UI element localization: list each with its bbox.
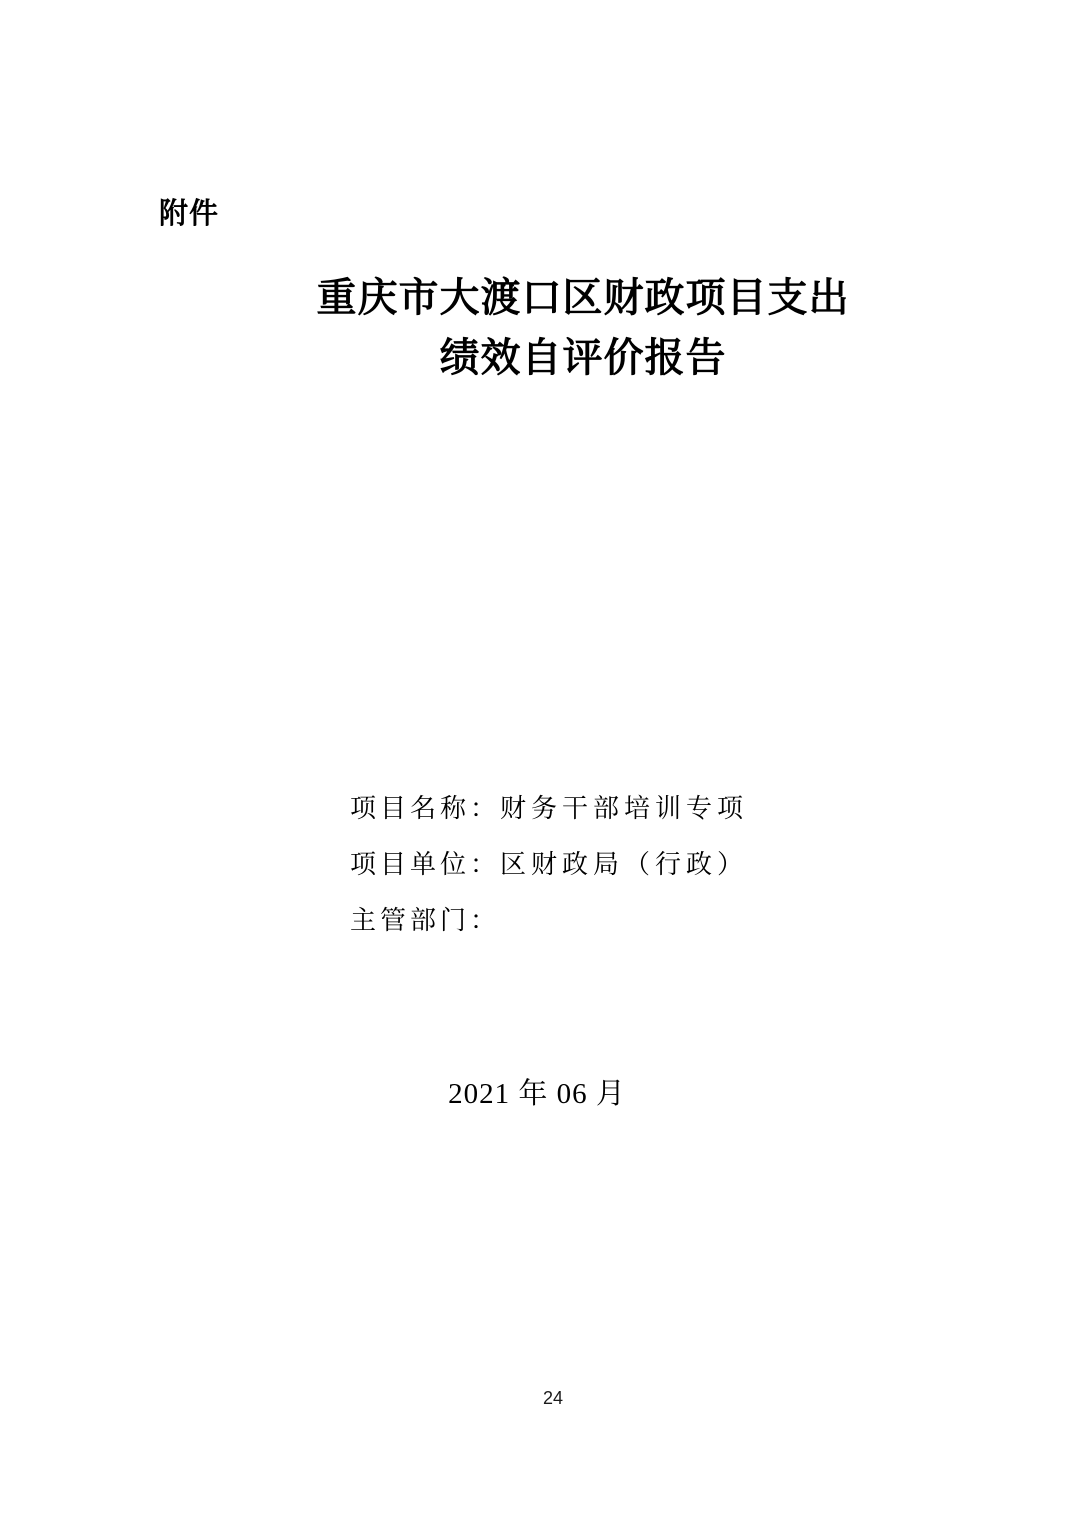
field-row-project-name [350,781,748,837]
project-name-label: 项目名称： [350,794,501,823]
project-name-value: 财务干部培训专项 [500,794,749,823]
page-number: 24 [542,1388,564,1408]
document-date: 2021 年 06 月 [448,1078,626,1110]
supervising-department-label: 主管部门： [350,906,501,935]
cover-fields [350,781,748,949]
field-row-supervising-department [350,893,748,949]
document-title [46,268,1074,388]
project-unit-value: 区财政局（行政） [500,850,749,879]
attachment-label: 附件 [159,198,220,230]
project-unit-label: 项目单位： [350,850,501,879]
document-title-line-1: 重庆市大渡口区财政项目支出 [316,275,850,320]
document-title-line-2: 绩效自评价报告 [439,335,727,380]
field-row-project-unit [350,837,748,893]
